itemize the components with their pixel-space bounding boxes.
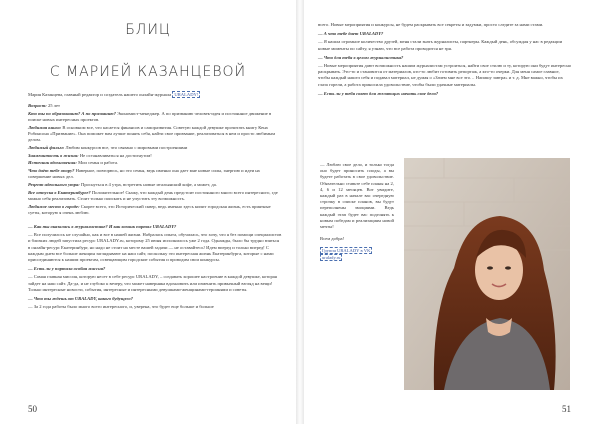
- blitz-list: [28, 103, 282, 217]
- interview-question: — Что ты ждешь от URALADY, какого будущего?: [28, 296, 133, 302]
- interview-answer: — Самая главная миссия, которую несет в себе ресурс URALADY, – создавать хорошее настроение в каждой девушке, которая зайдет на наш сайт. Да-да, и не глубоко к вечеру, что может наверняка вдохновить или изменить привычный взгляд на вещи! Только интересные новости, события, интересные и интересными девушками-женщинами-героинями и советы.: [28, 274, 277, 292]
- interview-question: — А что тебе дает URALADY?: [318, 31, 384, 37]
- intro-paragraph: Мария Казанцева, главный редактор и создатель нашего онлайн-журнала URALADY!: [28, 92, 199, 97]
- blitz-answer: Любим конкурсов все, что связано с мировыми построениями: [65, 144, 188, 150]
- interview-answer: — Я нашла огромное количество друзей, меня стали знать журналисты, партнеры. Каждый день, обсуждая у нас в редакции новые моменты по сайту, я узнаю, что все работа проводится не зря.: [318, 39, 563, 51]
- blitz-answer: Мои семья и работа.: [78, 160, 119, 166]
- blitz-answer: Не останавливаться на достигнутом!: [79, 152, 152, 158]
- blitz-item: [28, 103, 282, 109]
- interview-answer: — Новые мероприятия дают возможность нашим журналистам устроиться, найти свое стилю и ту, которую они будут интересно раскрывать. Это-то и становится от материалов, кто-то любит готовить репортаж, а кто-то очерки. Для меня самое главное, чтобы каждый нашел себя и подавал материал, не думая о «Зачем мне все это… Напишу завтра» и т. д. Мне важно, чтобы их глаза горели, а работа приносила удовольствие, чтобы были удачные материалы.: [318, 63, 572, 87]
- blitz-answer: Проснуться в 4 утра, встретить новые итальянский кофе, а может, да.: [81, 182, 217, 188]
- blitz-item: [28, 190, 282, 202]
- blitz-item: [28, 125, 282, 144]
- interview-question: — Что для тебя в целом журналистика?: [318, 54, 404, 60]
- blitz-question: Любимый фильм:: [28, 144, 65, 150]
- interview-list-right: [318, 31, 572, 97]
- blitz-item: [28, 182, 282, 188]
- page-number-right: 51: [562, 404, 571, 414]
- interview-question: — Есть ли у тебя совет для желающих начать свое дело?: [318, 90, 439, 96]
- advice-column: [320, 162, 394, 261]
- title-line-2: С МАРИЕЙ КАЗАНЦЕВОЙ: [49, 64, 247, 80]
- blitz-answer: 25 лет: [47, 102, 61, 108]
- blitz-question: Любимая книга:: [28, 124, 62, 130]
- portrait-photo: [404, 158, 570, 390]
- blitz-question: Что даёт тебе опору?: [28, 168, 75, 174]
- page-number-left: 50: [28, 404, 37, 414]
- uralady-link[interactable]: URALADY!: [174, 92, 199, 97]
- blitz-item: [28, 111, 282, 123]
- right-column: [318, 22, 572, 99]
- blitz-answer: Наверное, повторюсь, но это семья, ведь именно она дает мне новые силы, энергию и идеи на совершение новых дел.: [28, 168, 260, 180]
- blitz-item: [28, 160, 282, 166]
- blitz-item: [28, 204, 282, 216]
- blitz-question: Все отпуска в Екатеринбурге?: [28, 189, 91, 195]
- blitz-question: Возраст:: [28, 102, 47, 108]
- blitz-question: Любимое место в городе:: [28, 203, 80, 209]
- page-gutter: [296, 0, 304, 424]
- continuation-text: всего. Новые мероприятия и конкурсы, не будем раскрывать все секреты и задумки, просто следите за нами стами.: [318, 22, 544, 27]
- blitz-item: [28, 168, 282, 180]
- blitz-answer: Положительное! Скажу, что каждый день предстоит постоянного много всего интересного, где можно себя реализовать. Стоит только поискать и не упустить эту возможность.: [28, 189, 278, 202]
- uralady-site-link[interactable]: uralady.ru: [322, 254, 341, 260]
- blitz-item: [28, 145, 282, 151]
- blitz-question: Знаменитость в жизни:: [28, 152, 79, 158]
- blitz-item: [28, 153, 282, 159]
- interview-answer: — За 2 года работы было много всего интересного, и, уверена, что будет еще больше и больше: [28, 304, 214, 310]
- blitz-answer: Скорее всего, это Исторический сквер, ведь именно здесь кипит городская жизнь, есть приятные суеты, которую я очень люблю.: [28, 203, 271, 216]
- title-line-1: БЛИЦ: [125, 22, 171, 38]
- interview-question: — Есть ли у портала особая миссия?: [28, 266, 106, 272]
- blitz-question: Источник вдохновения:: [28, 160, 77, 166]
- blitz-answer: В основном все, что касается финансов и саморазвития. Советую каждой девушке прочитать книгу Кена Робинсона «Призвание». Она поможет вам лучше понять себя, найти свое призвание, реализоваться в нем и просто любимым делом.: [28, 124, 276, 142]
- blitz-answer: Экономист-менеджер. А по призванию человек-идея и постоянное движение в поиске новых интересных проектов.: [28, 110, 272, 122]
- advice-text: — Люблю свое дело, и только тогда оно будет приносить плоды, а вы будете работать в свое удовольствие. Обязательно ставьте себе планы на 2, 4, 6 и 12 месяцев. Вот увидите, каждый раз в начале вас очередную строчку в списке планов, вы будут переполнены эмоциями. Ведь каждый этап будет вас подгонять к новым победам и реализациям новой мечты!: [320, 162, 394, 230]
- closing-text: Всем добра!: [320, 236, 345, 242]
- interview-list: [28, 224, 282, 310]
- interview-question: — Как ты оказалась в журналистике? И как возник портал URALADY?: [28, 223, 177, 229]
- blitz-question: Рецепт идеального утра:: [28, 182, 80, 188]
- left-column: [28, 92, 282, 312]
- vk-group-link[interactable]: Группа URALADY в VK: [322, 248, 371, 254]
- interview-answer: — Все получилось не случайно, как и все в нашей жизни. Набралась опыта, обучилась, что хочу, что я без помощи специалистов и близких людей запустила ресурс URALADY.ru, которому 25 июня исполнилось уже 2 года. Однажды, было бы трудно взяться в онлайн-ресурс Екатеринбург, но надо не стоит на месте вашей задачи — не оставайтесь! Идем вперед и только вперед! С каждым днем все больше женщин заглядывают на наш сайт, поскольку это интересная жизнь Екатеринбурга, которые с нами присоединяются к нашим проектам, освещающим городские события и проводим свои конкурсы.: [28, 232, 282, 262]
- vk-group-link-block: [320, 248, 394, 260]
- left-page: [0, 0, 296, 424]
- blitz-question: Кто ты по образованию? А по призванию?: [28, 110, 116, 116]
